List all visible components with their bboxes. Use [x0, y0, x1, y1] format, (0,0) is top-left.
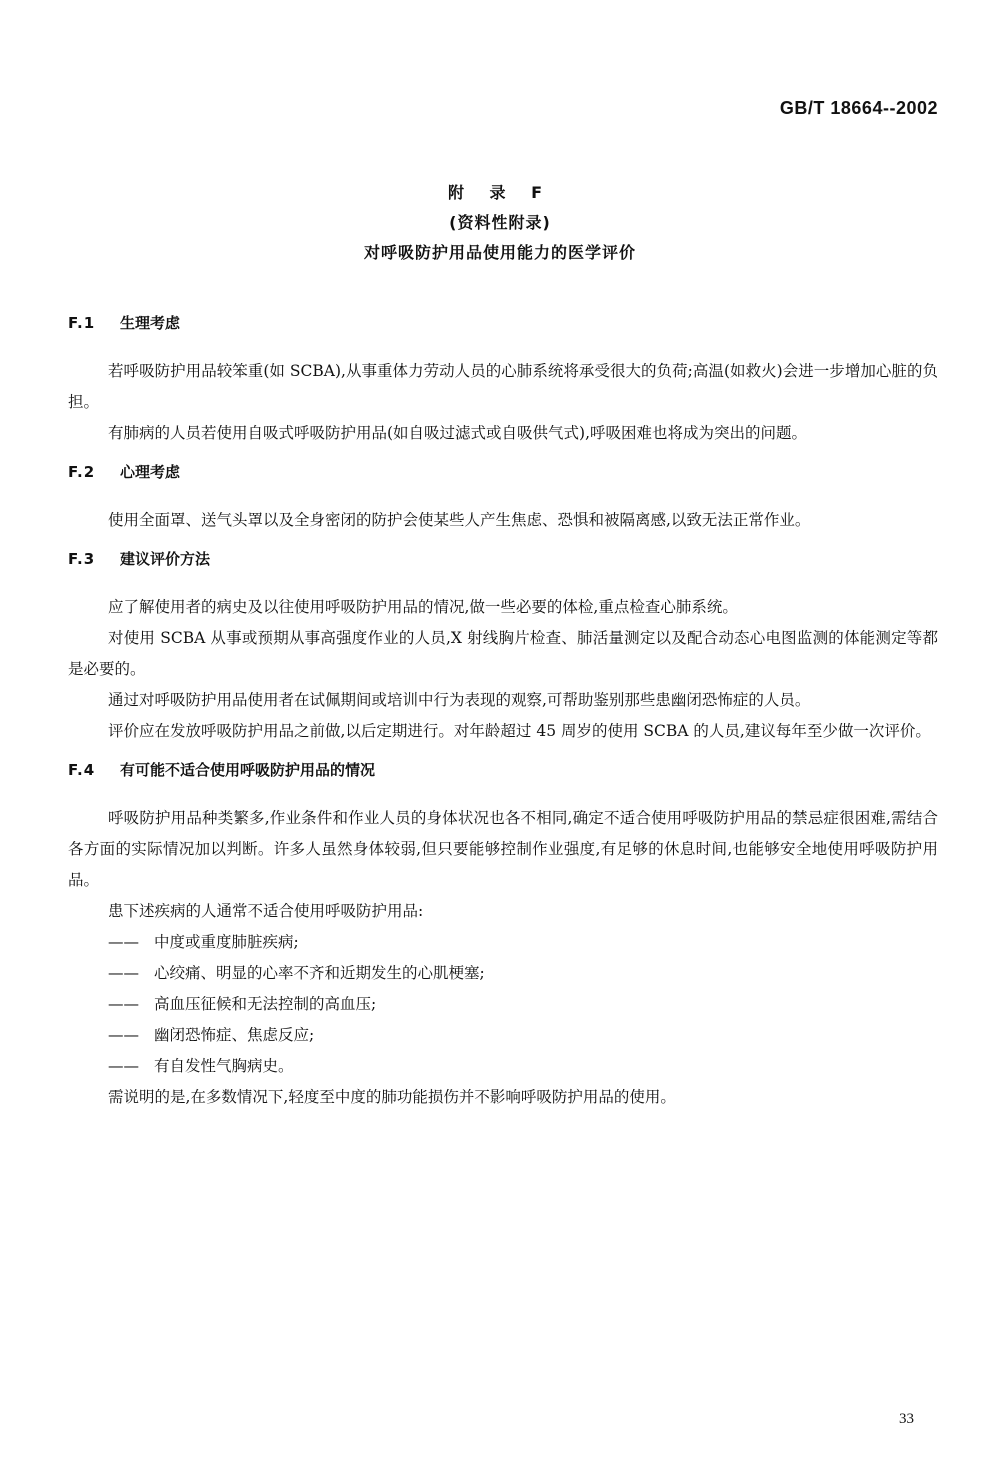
section-number: F.2	[68, 463, 96, 481]
annex-label: 附 录 F	[447, 183, 553, 202]
list-item	[68, 958, 938, 989]
list-item	[68, 1051, 938, 1082]
annex-title-block	[0, 178, 1000, 268]
paragraph: 评价应在发放呼吸防护用品之前做,以后定期进行。对年龄超过 45 周岁的使用 SCBA 的人员,建议每年至少做一次评价。	[108, 722, 931, 740]
section-heading	[68, 757, 938, 783]
list-dash: ——	[108, 1026, 139, 1044]
section-f3	[68, 546, 938, 747]
section-f1	[68, 310, 938, 449]
annex-type: (资料性附录)	[449, 213, 551, 232]
paragraph: 若呼吸防护用品较笨重(如 SCBA),从事重体力劳动人员的心肺系统将承受很大的负荷;高温(如救火)会进一步增加心脏的负担。	[68, 362, 938, 411]
list-item-text: 幽闭恐怖症、焦虑反应;	[154, 1026, 315, 1044]
document-body	[68, 310, 938, 1123]
section-title: 有可能不适合使用呼吸防护用品的情况	[120, 761, 376, 779]
section-heading	[68, 459, 938, 485]
section-f4	[68, 757, 938, 1113]
section-heading	[68, 546, 938, 572]
paragraph: 有肺病的人员若使用自吸式呼吸防护用品(如自吸过滤式或自吸供气式),呼吸困难也将成为突出的问题。	[108, 424, 808, 442]
page-number: 33	[899, 1411, 914, 1427]
list-item-text: 高血压征候和无法控制的高血压;	[154, 995, 377, 1013]
list-dash: ——	[108, 1057, 139, 1075]
section-title: 心理考虑	[120, 463, 181, 481]
paragraph: 通过对呼吸防护用品使用者在试佩期间或培训中行为表现的观察,可帮助鉴别那些患幽闭恐怖症的人员。	[108, 691, 811, 709]
standard-code: GB/T 18664--2002	[779, 98, 938, 118]
paragraph: 患下述疾病的人通常不适合使用呼吸防护用品:	[108, 902, 424, 920]
section-f2	[68, 459, 938, 536]
section-number: F.4	[68, 761, 96, 779]
list-item-text: 心绞痛、明显的心率不齐和近期发生的心肌梗塞;	[154, 964, 485, 982]
list-item	[68, 927, 938, 958]
paragraph: 对使用 SCBA 从事或预期从事高强度作业的人员,X 射线胸片检查、肺活量测定以及配合动态心电图监测的体能测定等都是必要的。	[68, 629, 938, 678]
list-dash: ——	[108, 964, 139, 982]
section-title: 建议评价方法	[120, 550, 211, 568]
contraindication-list	[68, 927, 938, 1082]
paragraph: 使用全面罩、送气头罩以及全身密闭的防护会使某些人产生焦虑、恐惧和被隔离感,以致无法正常作业。	[108, 511, 811, 529]
annex-main-title: 对呼吸防护用品使用能力的医学评价	[363, 243, 636, 262]
section-number: F.1	[68, 314, 96, 332]
list-dash: ——	[108, 995, 139, 1013]
section-number: F.3	[68, 550, 96, 568]
section-title: 生理考虑	[120, 314, 181, 332]
list-dash: ——	[108, 933, 139, 951]
paragraph: 呼吸防护用品种类繁多,作业条件和作业人员的身体状况也各不相同,确定不适合使用呼吸防护用品的禁忌症很困难,需结合各方面的实际情况加以判断。许多人虽然身体较弱,但只要能够控制作业强度,有足够的休息时间,也能够安全地使用呼吸防护用品。	[68, 809, 938, 889]
list-item	[68, 989, 938, 1020]
section-heading	[68, 310, 938, 336]
list-item-text: 中度或重度肺脏疾病;	[154, 933, 299, 951]
paragraph: 应了解使用者的病史及以往使用呼吸防护用品的情况,做一些必要的体检,重点检查心肺系统。	[108, 598, 738, 616]
list-item-text: 有自发性气胸病史。	[154, 1057, 294, 1075]
list-item	[68, 1020, 938, 1051]
closing-paragraph: 需说明的是,在多数情况下,轻度至中度的肺功能损伤并不影响呼吸防护用品的使用。	[108, 1088, 676, 1106]
